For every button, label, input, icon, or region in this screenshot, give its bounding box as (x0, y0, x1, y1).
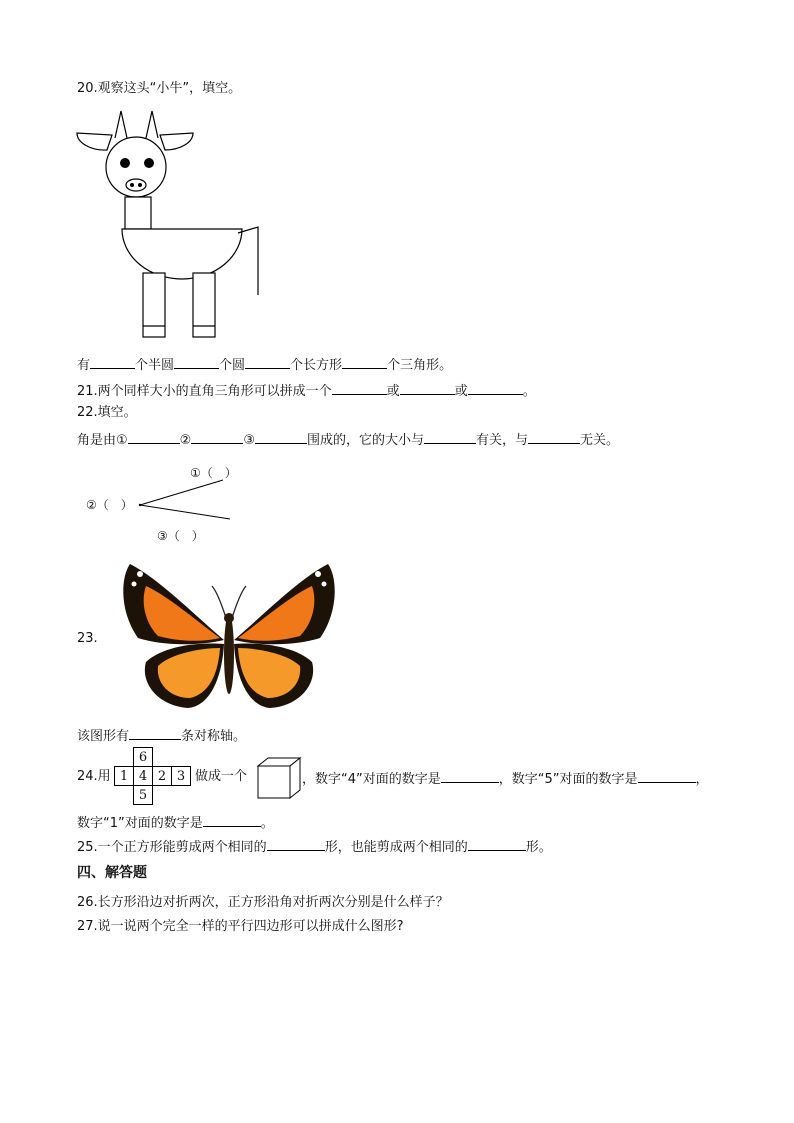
q24-blank-5[interactable] (638, 768, 696, 783)
q25-blank-2[interactable] (468, 836, 526, 851)
q24-blank-4[interactable] (441, 768, 499, 783)
q24-text-5: 。 (260, 816, 274, 831)
q22-label-1: ①（ ） (190, 466, 237, 480)
q25-blank-1[interactable] (267, 836, 325, 851)
q22-title: 22.填空。 (77, 405, 137, 420)
cube-icon (256, 756, 302, 800)
q24-text-1: ，数字“4”对面的数字是 (302, 772, 441, 787)
q22-label-3: ③（ ） (157, 529, 204, 543)
q25-text-1: 25.一个正方形能剪成两个相同的 (77, 840, 267, 855)
q20-text-3: 个圆 (219, 358, 246, 373)
q22-text-2: ② (179, 433, 192, 448)
q21-text-2: 或 (386, 384, 400, 399)
q26-text: 26.长方形沿边对折两次，正方形沿角对折两次分别是什么样子？ (77, 895, 449, 910)
calf-figure (72, 105, 272, 345)
q22-line (77, 429, 619, 450)
q24-prefix: 24.用 (77, 769, 111, 784)
q20-text-4: 个长方形 (290, 358, 343, 373)
q22-blank-4[interactable] (424, 429, 476, 444)
section-4-heading: 四、解答题 (77, 865, 147, 881)
angle-figure (135, 478, 235, 526)
q21-blank-1[interactable] (332, 380, 387, 395)
q22-text-5: 有关，与 (475, 433, 528, 448)
q21-text-1: 21.两个同样大小的直角三角形可以拼成一个 (77, 384, 332, 399)
q21-blank-2[interactable] (400, 380, 455, 395)
net-cell-bottom: 5 (134, 786, 153, 805)
q23-line (77, 725, 246, 746)
q21-text-4: 。 (522, 384, 536, 399)
q23-blank[interactable] (129, 725, 181, 740)
net-cell-top: 6 (134, 748, 153, 767)
q20-text-5: 个三角形。 (387, 358, 453, 373)
q20-text-1: 有 (77, 358, 91, 373)
q25-text-2: 形，也能剪成两个相同的 (324, 840, 468, 855)
q24-text-4: 数字“1”对面的数字是 (77, 816, 203, 831)
q21-blank-3[interactable] (468, 380, 523, 395)
q22-label-2: ②（ ） (86, 498, 133, 512)
q20-text-2: 个半圆 (135, 358, 175, 373)
q27-text: 27.说一说两个完全一样的平行四边形可以拼成什么图形? (77, 919, 404, 934)
q21-text-3: 或 (454, 384, 468, 399)
q24-line-2 (77, 812, 274, 833)
q22-text-3: ③ (243, 433, 255, 448)
q23-text-2: 条对称轴。 (181, 729, 247, 744)
net-cell-3: 2 (153, 767, 172, 786)
q21-line (77, 380, 536, 401)
q24-text-3: ， (695, 772, 709, 787)
q22-text-4: 围成的，它的大小与 (306, 433, 424, 448)
net-cell-1: 1 (115, 767, 134, 786)
q24-line (302, 768, 709, 789)
q24-mid: 做成一个 (195, 769, 248, 784)
q25-text-3: 形。 (525, 840, 552, 855)
q24-text-2: ，数字“5”对面的数字是 (498, 772, 638, 787)
q20-blank-semicircle[interactable] (90, 354, 135, 369)
q22-text-6: 无关。 (580, 433, 620, 448)
q20-blank-rectangle[interactable] (245, 354, 290, 369)
q20-title: 20.观察这头“小牛”，填空。 (77, 81, 242, 96)
q22-blank-5[interactable] (528, 429, 580, 444)
q23-number: 23. (77, 631, 98, 646)
q20-blank-circle[interactable] (174, 354, 219, 369)
q25-line (77, 836, 552, 857)
q22-text-1: 角是由① (77, 433, 128, 448)
q20-answer-line (77, 354, 452, 375)
q23-text-1: 该图形有 (77, 729, 130, 744)
butterfly-image (118, 558, 340, 714)
net-cell-4: 3 (172, 767, 191, 786)
q24-blank-1[interactable] (203, 812, 261, 827)
cube-net (114, 747, 191, 805)
q20-blank-triangle[interactable] (342, 354, 387, 369)
q22-blank-1[interactable] (128, 429, 180, 444)
q22-blank-2[interactable] (191, 429, 243, 444)
q22-blank-3[interactable] (255, 429, 307, 444)
net-cell-2: 4 (134, 767, 153, 786)
